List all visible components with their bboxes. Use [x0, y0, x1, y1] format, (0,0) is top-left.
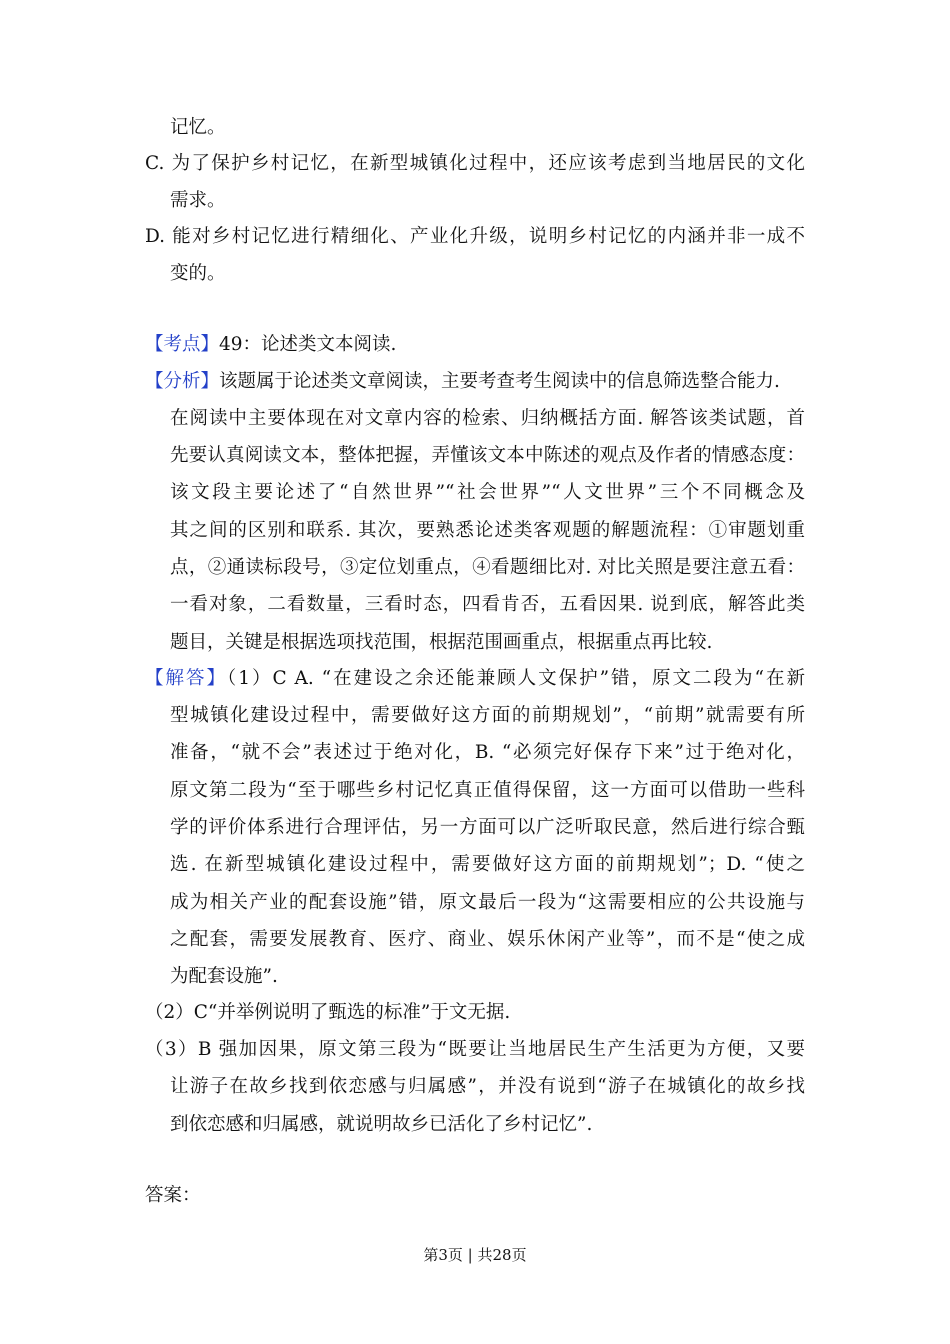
jieda-q3-line: （3）B 强加因果，原文第三段为“既要让当地居民生产生活更为方便，又要 [145, 1039, 805, 1060]
jieda-line: 学的评价体系进行合理评估，另一方面可以广泛听取民意，然后进行综合甄 [170, 817, 805, 838]
option-d-text: 能对乡村记忆进行精细化、产业化升级，说明乡村记忆的内涵并非一成不 [172, 226, 805, 247]
jieda-line: 为配套设施”. [170, 966, 278, 987]
kaodian-section [145, 333, 805, 357]
fenxi-text: 该题属于论述类文章阅读，主要考查考生阅读中的信息筛选整合能力. [219, 371, 780, 392]
kaodian-tag: 【考点】 [145, 334, 220, 355]
option-d [145, 225, 805, 249]
fenxi-line: 点，②通读标段号，③定位划重点，④看题细比对. 对比关照是要注意五看： [170, 557, 805, 578]
answer-label: 答案： [145, 1185, 201, 1206]
option-b-continuation: 记忆。 [170, 117, 226, 138]
jieda-q3-line: 到依恋感和归属感，就说明故乡已活化了乡村记忆”. [170, 1114, 593, 1135]
fenxi-line [145, 370, 805, 394]
jieda-line: 之配套，需要发展教育、医疗、商业、娱乐休闲产业等”，而不是“使之成 [170, 929, 805, 950]
option-c-text: 为了保护乡村记忆，在新型城镇化过程中，还应该考虑到当地居民的文化 [171, 153, 805, 174]
jieda-text: （1）C A. “在建设之余还能兼顾人文保护”错，原文二段为“在新 [227, 668, 805, 689]
fenxi-line: 其之间的区别和联系. 其次，要熟悉论述类客观题的解题流程：①审题划重 [170, 520, 805, 541]
option-c-label: C. [145, 153, 165, 174]
jieda-line: 准备，“就不会”表述过于绝对化，B. “必须完好保存下来”过于绝对化， [170, 742, 805, 763]
fenxi-line: 在阅读中主要体现在对文章内容的检索、归纳概括方面. 解答该类试题，首 [170, 408, 805, 429]
kaodian-text: 49：论述类文本阅读. [219, 334, 397, 355]
fenxi-line: 该文段主要论述了“自然世界”“社会世界”“人文世界”三个不同概念及 [170, 482, 805, 503]
jieda-line [145, 667, 805, 691]
jieda-line: 原文第二段为“至于哪些乡村记忆真正值得保留，这一方面可以借助一些科 [170, 780, 805, 801]
jieda-line: 选. 在新型城镇化建设过程中，需要做好这方面的前期规划”；D. “使之 [170, 854, 805, 875]
option-d-label: D. [145, 226, 166, 247]
page-footer: 第3页 | 共28页 [423, 1246, 527, 1264]
fenxi-line: 一看对象，二看数量，三看时态，四看肯否，五看因果. 说到底，解答此类 [170, 594, 805, 615]
fenxi-tag: 【分析】 [145, 371, 220, 392]
jieda-line: 成为相关产业的配套设施”错，原文最后一段为“这需要相应的公共设施与 [170, 892, 805, 913]
jieda-line: 型城镇化建设过程中，需要做好这方面的前期规划”，“前期”就需要有所 [170, 705, 805, 726]
fenxi-line: 先要认真阅读文本，整体把握，弄懂该文本中陈述的观点及作者的情感态度： [170, 445, 805, 466]
option-d-continuation: 变的。 [170, 263, 226, 284]
jieda-q2: （2）C“并举例说明了甄选的标准”于文无据. [145, 1002, 511, 1023]
jieda-q3-line: 让游子在故乡找到依恋感与归属感”，并没有说到“游子在城镇化的故乡找 [170, 1076, 805, 1097]
option-c [145, 152, 805, 176]
fenxi-line: 题目，关键是根据选项找范围，根据范围画重点，根据重点再比较. [170, 632, 713, 653]
option-c-continuation: 需求。 [170, 190, 226, 211]
jieda-tag: 【解答】 [145, 668, 227, 689]
